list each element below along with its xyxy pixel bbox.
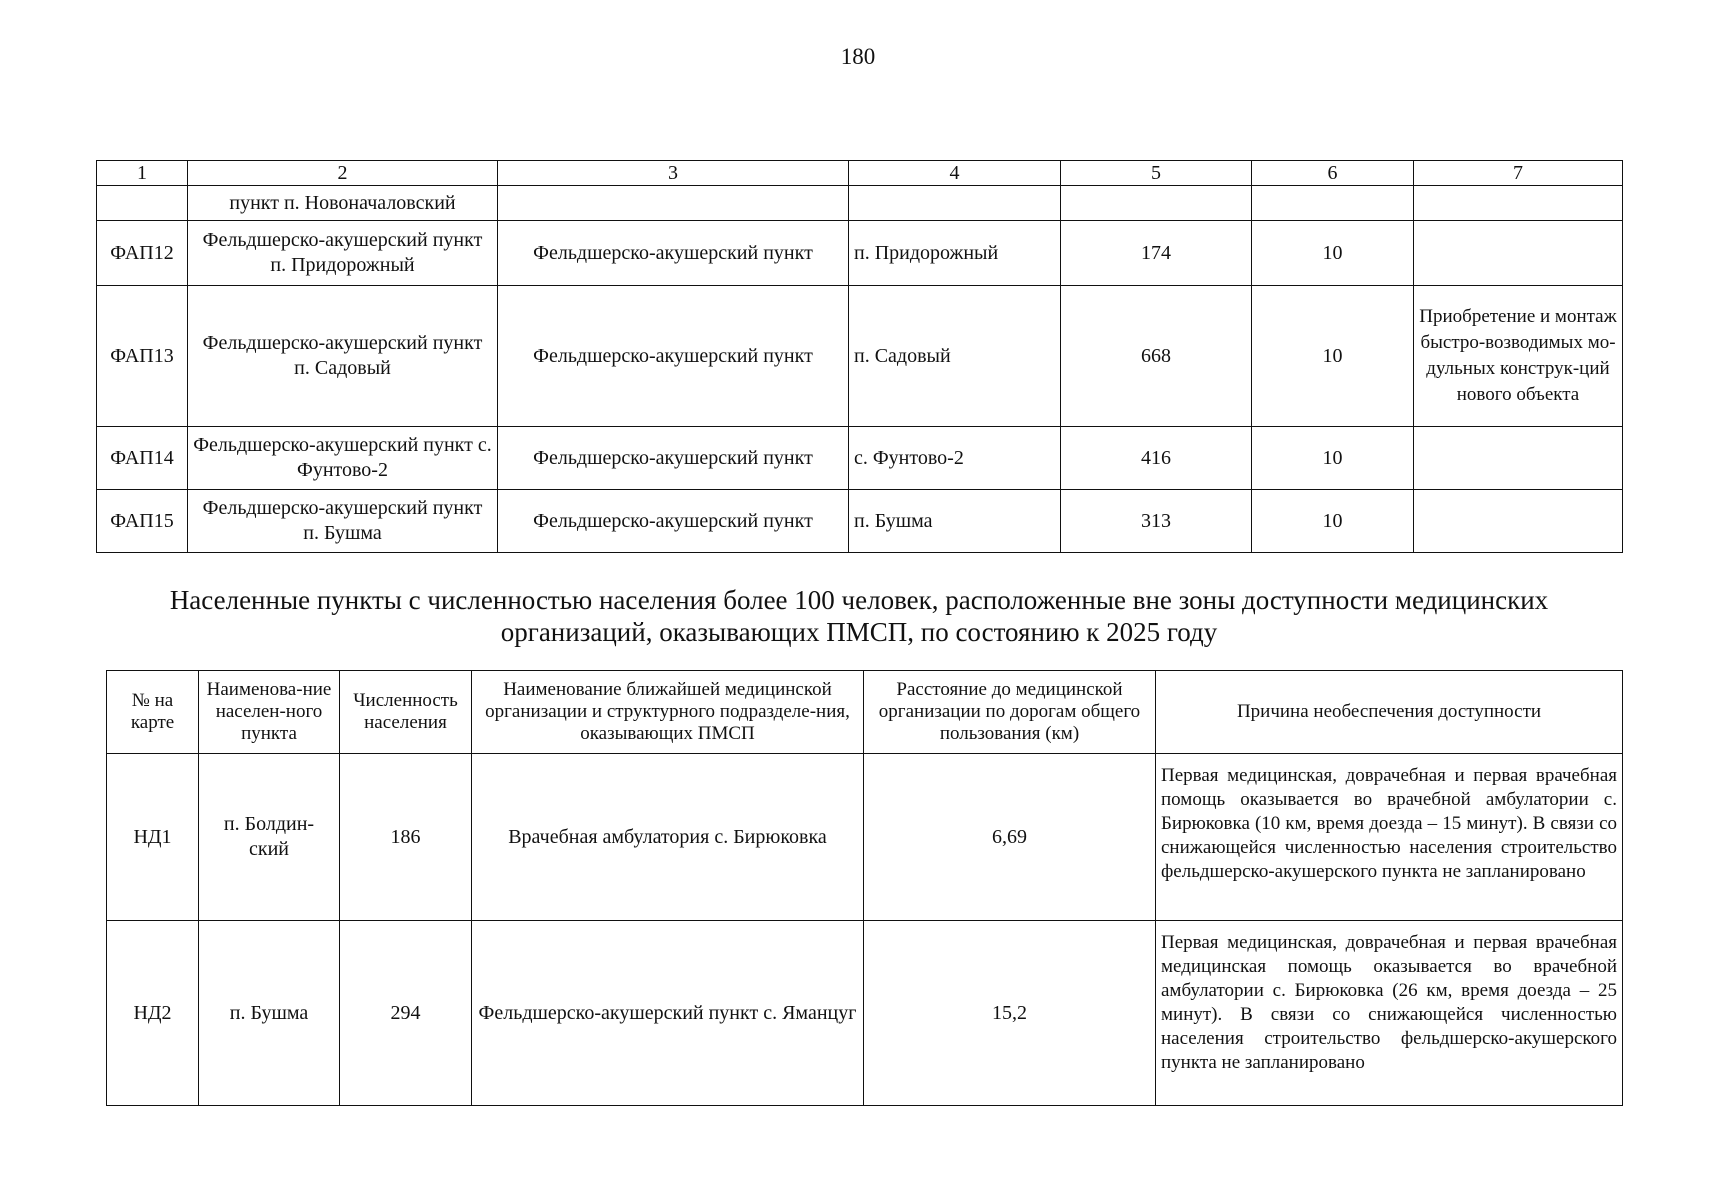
facility-note (1414, 186, 1623, 221)
facility-note (1414, 490, 1623, 553)
locality-name: п. Бушма (199, 921, 340, 1106)
map-number: НД2 (107, 921, 199, 1106)
distance-km: 15,2 (864, 921, 1156, 1106)
facility-note (1414, 221, 1623, 286)
facility-name: Фельдшерско-акушерский пункт п. Садовый (188, 286, 498, 427)
facility-type: Фельдшерско-акушерский пункт (498, 490, 849, 553)
facility-minutes (1252, 186, 1414, 221)
settlements-table (106, 670, 1623, 1106)
facility-minutes: 10 (1252, 427, 1414, 490)
nearest-organization: Фельдшерско-акушерский пункт с. Яманцуг (472, 921, 864, 1106)
header-population: Численность населения (340, 671, 472, 754)
table-row (97, 286, 1623, 427)
map-number: НД1 (107, 754, 199, 921)
header-reason: Причина необеспечения доступности (1156, 671, 1623, 754)
column-number: 4 (849, 161, 1061, 186)
table-row (97, 490, 1623, 553)
facility-note: Приобретение и монтаж быстро-возводимых мо-дульных конструк-ций нового объекта (1414, 286, 1623, 427)
facility-name: Фельдшерско-акушерский пункт п. Придорожный (188, 221, 498, 286)
facility-population: 313 (1061, 490, 1252, 553)
facility-type (498, 186, 849, 221)
distance-km: 6,69 (864, 754, 1156, 921)
facility-minutes: 10 (1252, 490, 1414, 553)
facility-note (1414, 427, 1623, 490)
column-number: 3 (498, 161, 849, 186)
facility-type: Фельдшерско-акушерский пункт (498, 286, 849, 427)
facilities-table (96, 160, 1623, 553)
facility-id: ФАП13 (97, 286, 188, 427)
header-distance: Расстояние до медицинской организации по дорогам общего пользования (км) (864, 671, 1156, 754)
facility-locality: с. Фунтово-2 (849, 427, 1061, 490)
facility-name: Фельдшерско-акушерский пункт с. Фунтово-2 (188, 427, 498, 490)
section-title: Населенные пункты с численностью населения более 100 человек, расположенные вне зоны доступности медицинских организаций, оказывающих ПМСП, по состоянию к 2025 году (169, 585, 1549, 647)
table-header-row (107, 671, 1623, 754)
facility-minutes: 10 (1252, 221, 1414, 286)
header-nearest-organization: Наименование ближайшей медицинской организации и структурного подразделе-ния, оказывающих ПМСП (472, 671, 864, 754)
facility-id: ФАП14 (97, 427, 188, 490)
facility-type: Фельдшерско-акушерский пункт (498, 427, 849, 490)
facility-id: ФАП15 (97, 490, 188, 553)
facility-locality: п. Садовый (849, 286, 1061, 427)
page-number: 180 (840, 44, 876, 69)
column-number: 6 (1252, 161, 1414, 186)
table-row (97, 221, 1623, 286)
table-row (107, 921, 1623, 1106)
facility-population: 174 (1061, 221, 1252, 286)
column-number-row (97, 161, 1623, 186)
column-number: 7 (1414, 161, 1623, 186)
facility-population: 668 (1061, 286, 1252, 427)
facility-id (97, 186, 188, 221)
locality-name: п. Болдин-ский (199, 754, 340, 921)
facility-id: ФАП12 (97, 221, 188, 286)
reason: Первая медицинская, доврачебная и первая врачебная помощь оказывается во врачебной амбулатории с. Бирюковка (10 км, время доезда – 15 минут). В связи со снижающейся численностью населения строительство фельдшерско-акушерского пункта не запланировано (1156, 754, 1623, 921)
population: 294 (340, 921, 472, 1106)
column-number: 2 (188, 161, 498, 186)
facility-population: 416 (1061, 427, 1252, 490)
column-number: 5 (1061, 161, 1252, 186)
table-row (97, 186, 1623, 221)
facility-locality (849, 186, 1061, 221)
facility-locality: п. Придорожный (849, 221, 1061, 286)
population: 186 (340, 754, 472, 921)
nearest-organization: Врачебная амбулатория с. Бирюковка (472, 754, 864, 921)
facility-minutes: 10 (1252, 286, 1414, 427)
facility-locality: п. Бушма (849, 490, 1061, 553)
facility-population (1061, 186, 1252, 221)
table-row (97, 427, 1623, 490)
reason: Первая медицинская, доврачебная и первая врачебная медицинская помощь оказывается во врачебной амбулатории с. Бирюковка (26 км, время доезда – 25 минут). В связи со снижающейся численностью населения строительство фельдшерско-акушерского пункта не запланировано (1156, 921, 1623, 1106)
table-row (107, 754, 1623, 921)
column-number: 1 (97, 161, 188, 186)
facility-name: пункт п. Новоначаловский (188, 186, 498, 221)
header-map-number: № на карте (107, 671, 199, 754)
header-locality: Наименова-ние населен-ного пункта (199, 671, 340, 754)
facility-name: Фельдшерско-акушерский пункт п. Бушма (188, 490, 498, 553)
facility-type: Фельдшерско-акушерский пункт (498, 221, 849, 286)
